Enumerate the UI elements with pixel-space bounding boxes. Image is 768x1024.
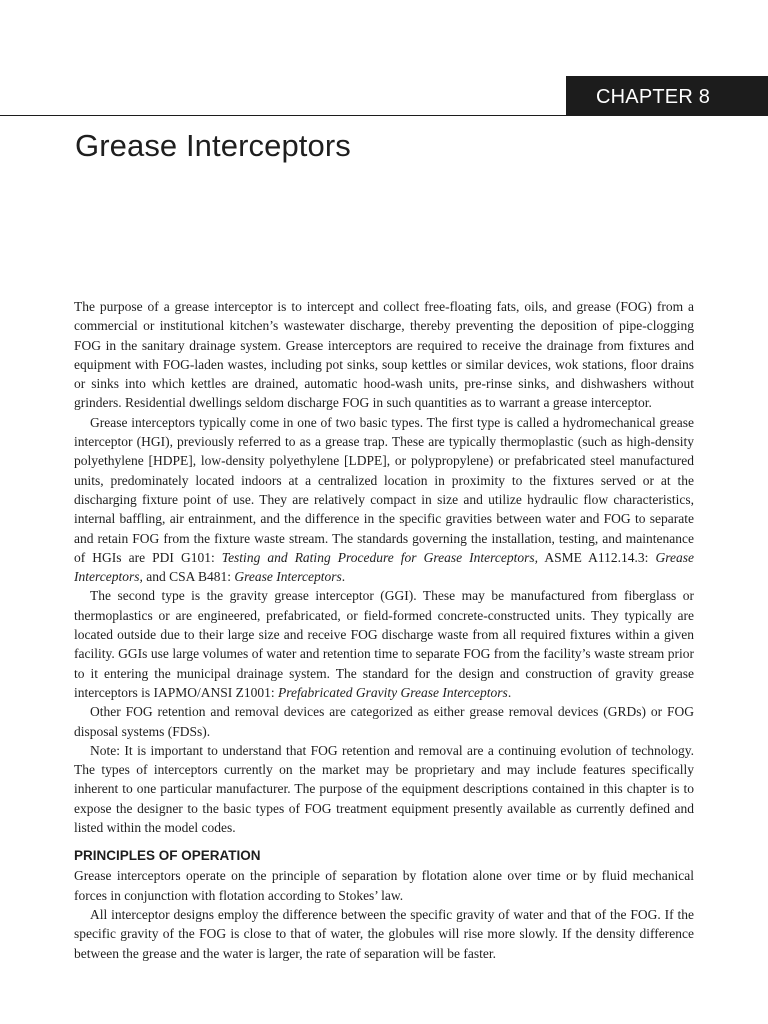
standard-title-iapmo: Prefabricated Gravity Grease Interceptors — [277, 684, 508, 700]
header-rule — [0, 115, 768, 116]
paragraph-ggi-text-a: The second type is the gravity grease interceptor (GGI). These may be manufactured from fiberglass or thermoplastics or are engineered, prefabricated, or field-formed concrete-constructed units. They typically are located outside due to their large size and receive FOG discharge waste from all required fixtures within a given facility. GGIs use large volumes of water and retention time to separate FOG from the facility’s waste stream prior to it entering the municipal drainage system. The standard for the design and construction of gravity grease interceptors is IAPMO/ANSI Z1001: — [74, 588, 694, 700]
paragraph-principles: Grease interceptors operate on the principle of separation by flotation alone over time or by fluid mechanical forces in conjunction with flotation according to Stokes’ law. — [74, 868, 694, 903]
paragraph-hgi — [74, 413, 694, 587]
paragraph-specific-gravity: All interceptor designs employ the difference between the specific gravity of water and that of the FOG. If the specific gravity of the FOG is close to that of water, the globules will rise more slowly. If the density difference between the grease and the water is larger, the rate of separation will be faster. — [74, 906, 694, 961]
section-heading: PRINCIPLES OF OPERATION — [74, 848, 261, 864]
paragraph-hgi-text-b: ASME A112.14.3: — [538, 549, 656, 565]
paragraph-ggi — [74, 586, 694, 702]
paragraph-note: Note: It is important to understand that FOG retention and removal are a continuing evolution of technology. The types of interceptors currently on the market may be proprietary and may include features specifically inherent to one particular manufacturer. The purpose of the equipment descriptions contained in this chapter is to expose the designer to the basic types of FOG treatment equipment presently available as currently defined and listed within the model codes. — [74, 742, 694, 836]
standard-title-csa: Grease Interceptors — [234, 569, 342, 585]
chapter-title: Grease Interceptors — [75, 128, 351, 163]
paragraph-other-devices: Other FOG retention and removal devices are categorized as either grease removal devices (GRDs) or FOG disposal systems (FDSs). — [74, 704, 694, 739]
paragraph-hgi-text-d: . — [341, 569, 346, 585]
standard-title-pdi: Testing and Rating Procedure for Grease Interceptors, — [221, 549, 539, 565]
body-text — [74, 297, 694, 963]
chapter-label: CHAPTER 8 — [566, 76, 768, 116]
paragraph-ggi-text-b: . — [507, 684, 512, 700]
standard-title-asme: Grease Interceptors, — [74, 549, 694, 585]
paragraph-hgi-text-c: and CSA B481: — [142, 569, 235, 585]
paragraph-intro: The purpose of a grease interceptor is to intercept and collect free-floating fats, oils, and grease (FOG) from a commercial or institutional kitchen’s wastewater discharge, thereby preventing the deposition of pipe-clogging FOG in the sanitary drainage system. Grease interceptors are required to receive the drainage from fixtures and equipment with FOG-laden wastes, including pot sinks, soup kettles or similar devices, wok stations, floor drains or sinks into which kettles are drained, automatic hood-wash units, pre-rinse sinks, and dishwashers without grinders. Residential dwellings seldom discharge FOG in such quantities as to warrant a grease interceptor. — [74, 299, 694, 411]
paragraph-hgi-text-a: Grease interceptors typically come in one of two basic types. The first type is called a hydromechanical grease interceptor (HGI), previously referred to as a grease trap. These are typically thermoplastic (such as high-density polyethylene [HDPE], low-density polyethylene [LDPE], or polypropylene) or prefabricated steel manufactured units, predominately located indoors at a centralized location in proximity to the fixtures served or at the discharging fixture point of use. They are relatively compact in size and utilize hydraulic flow characteristics, internal baffling, air entrainment, and the difference in the specific gravities between water and FOG to separate and retain FOG from the fixture waste stream. The standards governing the installation, testing, and maintenance of HGIs are PDI G101: — [74, 414, 694, 565]
